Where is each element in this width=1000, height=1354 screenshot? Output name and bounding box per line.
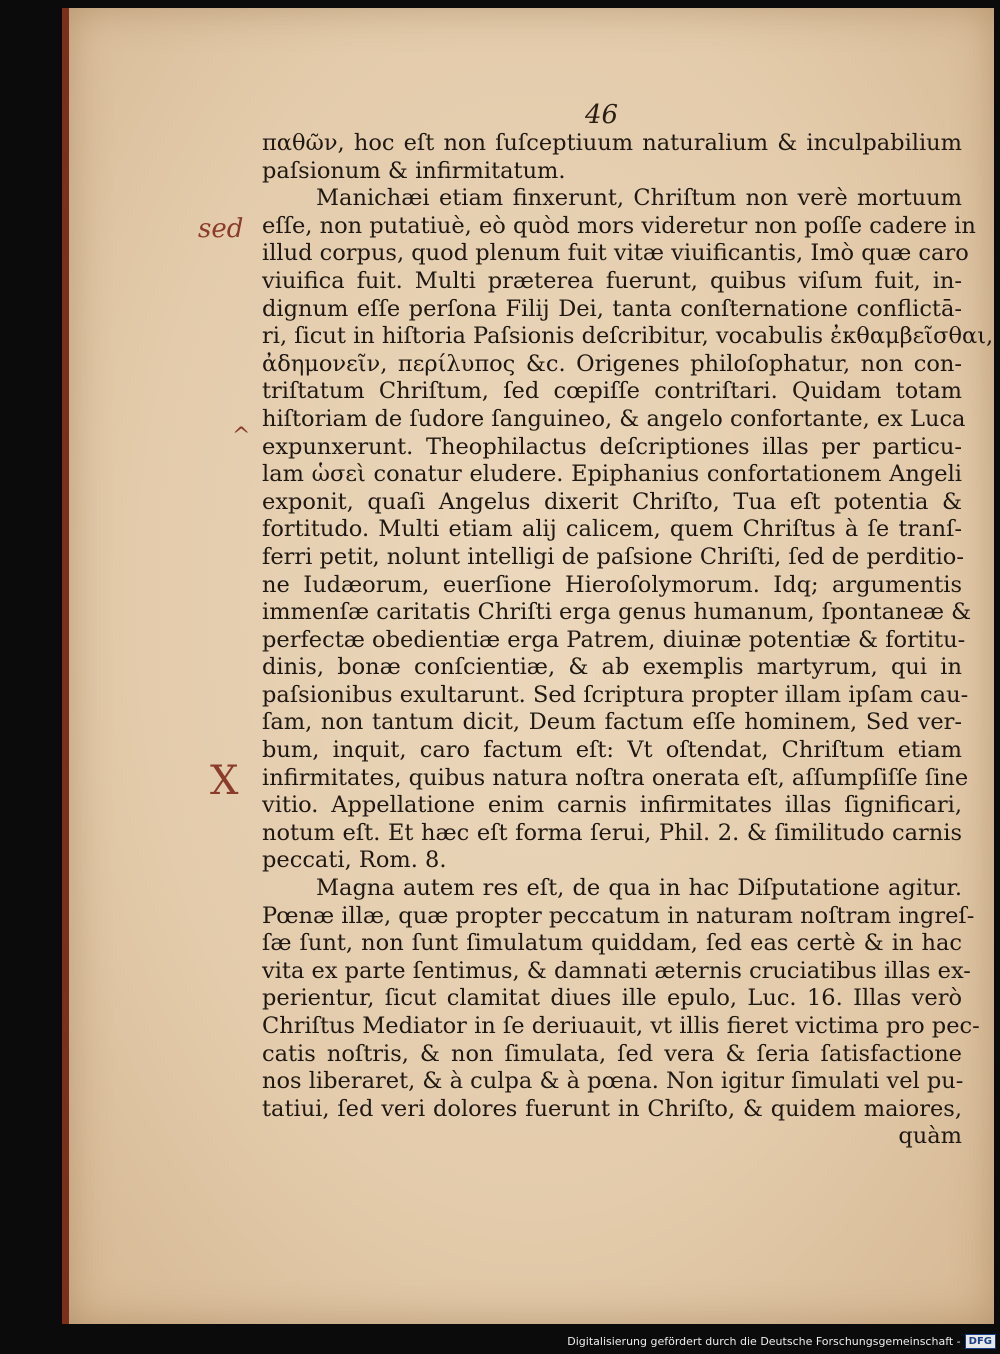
text-body (262, 130, 994, 1151)
text-line-19: perfectæ obedientiæ erga Patrem, diuinæ potentiæ & fortitu- (262, 626, 966, 653)
text-line-21: paſsionibus exultarunt. Sed ſcriptura propter illam ipſam cau- (262, 681, 969, 708)
text-line-20: dinis, bonæ conſcientiæ, & ab exemplis martyrum, qui in (262, 654, 962, 681)
text-line-2: paſsionum & infirmitatum. (262, 157, 566, 184)
text-line-26: notum eſt. Et hæc eſt forma ſerui, Phil. 2. & ſimilitudo carnis (262, 819, 962, 846)
text-line-4: eſſe, non putatiuè, eò quòd mors videretur non poſſe cadere in (262, 212, 976, 239)
text-line-18: immenſæ caritatis Chriſti erga genus humanum, ſpontaneæ & (262, 599, 972, 626)
text-line-8: ri, ſicut in hiſtoria Paſsionis deſcribitur, vocabulis ἐκθαμβεῖσθαι, (262, 323, 994, 350)
text-line-13: lam ὡσεὶ conatur eludere. Epiphanius confortationem Angeli (262, 461, 962, 488)
text-line-27: peccati, Rom. 8. (262, 847, 447, 874)
text-line-9: ἀδημονεῖν, περίλυπος &c. Origenes philoſophatur, non con- (262, 350, 962, 377)
text-line-10: triſtatum Chriſtum, ſed cœpiſſe contriſtari. Quidam totam (262, 378, 962, 405)
margin-note-sed: sed (198, 214, 244, 244)
text-line-31: vita ex parte ſentimus, & damnati æternis cruciatibus illas ex- (262, 957, 971, 984)
dfg-logo: DFG (965, 1334, 996, 1349)
digitization-credit (567, 1332, 996, 1350)
text-line-16: ferri petit, nolunt intelligi de paſsione Chriſti, ſed de perditio- (262, 543, 964, 570)
margin-note-x: X (210, 758, 239, 804)
text-line-15: fortitudo. Multi etiam alij calicem, quem Chriſtus à ſe tranſ- (262, 516, 962, 543)
text-line-17: ne Iudæorum, euerſione Hieroſolymorum. Idq; argumentis (262, 571, 962, 598)
text-line-7: dignum eſſe perſona Filij Dei, tanta conſternatione conflictā- (262, 295, 962, 322)
text-line-14: exponit, quaſi Angelus dixerit Chriſto, Tua eſt potentia & (262, 488, 962, 515)
text-line-30: ſæ ſunt, non ſunt ſimulatum quiddam, ſed eas certè & in hac (262, 930, 962, 957)
credit-text: Digitalisierung gefördert durch die Deutsche Forschungsgemeinschaft - (567, 1334, 961, 1348)
text-line-34: catis noſtris, & non ſimulata, ſed vera & ſeria ſatisfactione (262, 1040, 962, 1067)
catchword: quàm (898, 1123, 962, 1150)
text-line-23: bum, inquit, caro factum eſt: Vt oſtendat, Chriſtum etiam (262, 737, 962, 764)
text-line-29: Pœnæ illæ, quæ propter peccatum in naturam noſtram ingreſ- (262, 902, 975, 929)
text-line-25: vitio. Appellatione enim carnis infirmitates illas ſignificari, (262, 792, 962, 819)
text-line-28: Magna autem res eſt, de qua in hac Diſputatione agitur. (316, 875, 962, 902)
text-line-3: Manichæi etiam finxerunt, Chriſtum non verè mortuum (316, 185, 962, 212)
text-line-24: infirmitates, quibus natura noſtra onerata eſt, aſſumpſiſſe ſine (262, 764, 969, 791)
text-line-33: Chriſtus Mediator in ſe deriuauit, vt illis fieret victima pro pec- (262, 1013, 980, 1039)
text-line-22: ſam, non tantum dicit, Deum factum eſſe hominem, Sed ver- (262, 709, 962, 736)
text-line-32: perientur, ſicut clamitat diues ille epulo, Luc. 16. Illas verò (262, 985, 962, 1012)
text-line-36: tatiui, ſed veri dolores fuerunt in Chriſto, & quidem maiores, (262, 1095, 962, 1122)
text-line-6: viuifica fuit. Multi præterea fuerunt, quibus viſum fuit, in- (262, 267, 962, 294)
margin-note-caret: ^ (232, 424, 251, 449)
text-line-11: hiſtoriam de ſudore ſanguineo, & angelo confortante, ex Luca (262, 405, 966, 432)
text-line-5: illud corpus, quod plenum fuit vitæ viuificantis, Imò quæ caro (262, 240, 969, 267)
page-number: 46 (585, 100, 619, 130)
text-line-1: παθῶν, hoc eſt non ſuſceptiuum naturalium & inculpabilium (262, 130, 962, 156)
text-line-12: expunxerunt. Theophilactus deſcriptiones illas per particu- (262, 433, 962, 460)
text-line-35: nos liberaret, & à culpa & à pœna. Non igitur ſimulati vel pu- (262, 1068, 964, 1095)
